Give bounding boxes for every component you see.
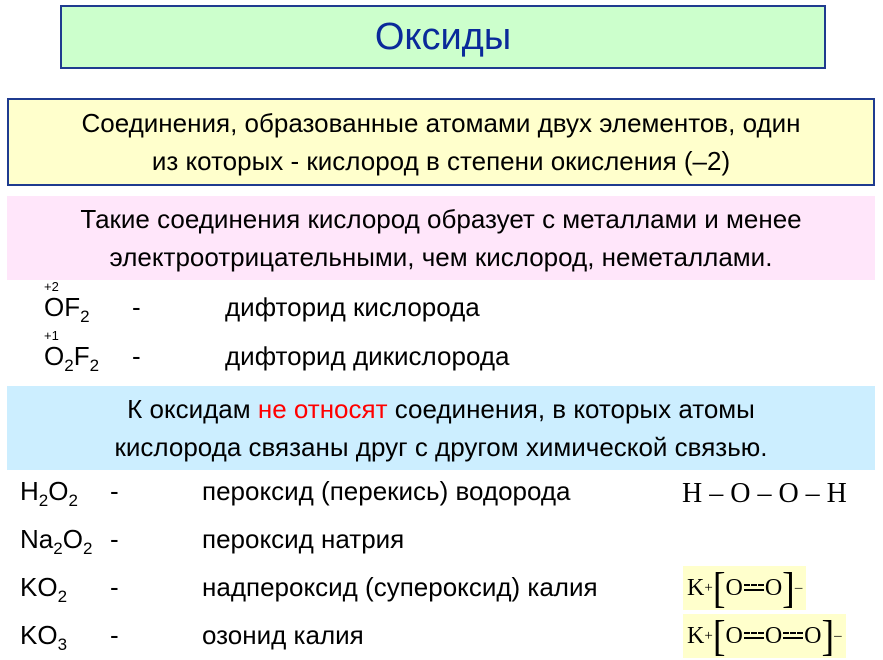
right-bracket: ] [782,563,795,613]
oxidation-state: +2 [44,279,59,294]
formula-ko3: $KO_3$ [20,620,68,654]
definition-line-2: из которых - кислород в степени окисления (–2) [151,146,731,176]
structure-ko2: K + [ O O ] – [683,566,806,610]
exclusion-line-2: кислорода связаны друг с другом химической связью. [114,432,768,462]
bond-icon [782,626,804,646]
oxidation-state: +1 [44,328,59,343]
exclusion-line-1: К оксидам не относят соединения, в которых атомы [127,394,755,424]
compound-name-ko2: надпероксид (супероксид) калия [202,572,598,602]
dash: - [110,524,119,554]
compound-name-of2: дифторид кислорода [225,292,480,322]
formula-of2: +2 $OF_2$ [44,279,90,326]
structure-h2o2: H – O – O – H [682,478,847,509]
exclusion-highlight: не относят [257,394,388,424]
page-title [60,5,826,69]
formula-ko2: $KO_2$ [20,572,68,606]
compound-name-o2f2: дифторид дикислорода [225,341,510,371]
formation-line-1: Такие соединения кислород образует с металлами и менее [80,204,802,234]
left-bracket: [ [712,563,726,613]
formula-o2f2: +1 $O_2F_2$ [44,328,100,375]
right-bracket: ] [821,611,835,660]
bond-icon [743,578,765,598]
left-bracket: [ [712,611,726,660]
dash: - [110,620,119,650]
dash: - [132,341,141,371]
formula-na2o2: $Na_2O_2$ [20,524,93,558]
bond-icon [743,626,765,646]
definition-box [7,98,875,186]
compound-name-na2o2: пероксид натрия [202,524,405,554]
formation-box [7,196,875,280]
structure-ko3: K + [ O O O ] – [683,614,846,658]
formation-line-2: электроотрицательными, чем кислород, неметаллами. [109,242,773,272]
formula-h2o2: $H_2O_2$ [20,476,78,510]
definition-line-1: Соединения, образованные атомами двух элементов, один [81,108,801,138]
compound-name-h2o2: пероксид (перекись) водорода [202,476,571,506]
title-text: Оксиды [374,15,512,58]
dash: - [132,292,141,322]
exclusion-box [7,386,875,470]
dash: - [110,476,119,506]
dash: - [110,572,119,602]
compound-name-ko3: озонид калия [202,620,364,650]
